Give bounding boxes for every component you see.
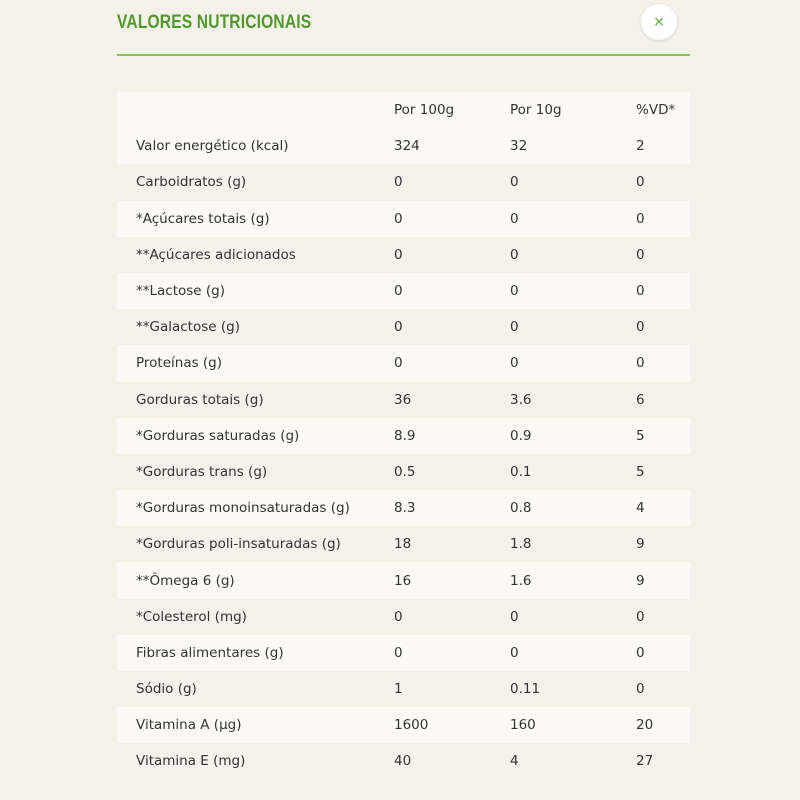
table-row [117, 562, 690, 598]
header-cell-vd: %VD* [636, 92, 690, 128]
value-vd: 0 [636, 635, 690, 671]
nutrient-name: *Açúcares totais (g) [117, 201, 394, 237]
value-per-100g: 8.9 [394, 418, 510, 454]
nutrient-name: **Galactose (g) [117, 309, 394, 345]
value-per-10g: 0 [510, 237, 636, 273]
table-row [117, 454, 690, 490]
value-vd: 6 [636, 382, 690, 418]
nutrient-name: *Gorduras monoinsaturadas (g) [117, 490, 394, 526]
table-row [117, 164, 690, 200]
value-per-100g: 40 [394, 743, 510, 779]
value-per-100g: 0 [394, 635, 510, 671]
value-per-10g: 0.9 [510, 418, 636, 454]
nutrient-name: Sódio (g) [117, 671, 394, 707]
value-per-100g: 0 [394, 273, 510, 309]
value-per-100g: 0 [394, 201, 510, 237]
table-row [117, 671, 690, 707]
header-row [117, 92, 690, 128]
value-vd: 0 [636, 273, 690, 309]
value-per-10g: 32 [510, 128, 636, 164]
value-per-10g: 160 [510, 707, 636, 743]
value-per-10g: 1.8 [510, 526, 636, 562]
value-vd: 27 [636, 743, 690, 779]
table-row [117, 273, 690, 309]
value-per-100g: 1600 [394, 707, 510, 743]
close-icon: × [653, 14, 665, 30]
nutrient-name: Vitamina E (mg) [117, 743, 394, 779]
header-cell-per-10g: Por 10g [510, 92, 636, 128]
value-per-100g: 0 [394, 237, 510, 273]
value-per-100g: 0 [394, 345, 510, 381]
table-row [117, 309, 690, 345]
value-per-10g: 0 [510, 164, 636, 200]
value-vd: 0 [636, 237, 690, 273]
nutrient-name: *Gorduras saturadas (g) [117, 418, 394, 454]
value-vd: 9 [636, 562, 690, 598]
modal-title: VALORES NUTRICIONAIS [117, 12, 312, 33]
value-per-10g: 0 [510, 309, 636, 345]
value-per-100g: 0 [394, 599, 510, 635]
table-header [117, 92, 690, 128]
table-row [117, 707, 690, 743]
nutrition-modal [117, 0, 690, 800]
table-row [117, 490, 690, 526]
table-row [117, 201, 690, 237]
value-vd: 5 [636, 418, 690, 454]
nutrient-name: *Colesterol (mg) [117, 599, 394, 635]
header-cell-per-100g: Por 100g [394, 92, 510, 128]
value-per-100g: 324 [394, 128, 510, 164]
value-vd: 4 [636, 490, 690, 526]
nutrient-name: Valor energético (kcal) [117, 128, 394, 164]
value-per-10g: 0.8 [510, 490, 636, 526]
table-row [117, 128, 690, 164]
value-per-10g: 0 [510, 201, 636, 237]
value-per-10g: 1.6 [510, 562, 636, 598]
nutrient-name: Carboidratos (g) [117, 164, 394, 200]
close-button[interactable] [641, 4, 677, 40]
value-vd: 2 [636, 128, 690, 164]
nutrient-name: *Gorduras trans (g) [117, 454, 394, 490]
nutrient-name: *Gorduras poli-insaturadas (g) [117, 526, 394, 562]
value-vd: 0 [636, 671, 690, 707]
value-per-100g: 18 [394, 526, 510, 562]
value-vd: 0 [636, 201, 690, 237]
modal-header [117, 0, 690, 56]
value-per-10g: 0 [510, 635, 636, 671]
nutrient-name: **Lactose (g) [117, 273, 394, 309]
value-per-10g: 0.1 [510, 454, 636, 490]
nutrient-name: Proteínas (g) [117, 345, 394, 381]
value-per-100g: 1 [394, 671, 510, 707]
value-per-100g: 0 [394, 309, 510, 345]
value-vd: 0 [636, 599, 690, 635]
table-row [117, 418, 690, 454]
value-per-100g: 0 [394, 164, 510, 200]
nutrition-table [117, 92, 690, 780]
value-per-10g: 0 [510, 599, 636, 635]
table-row [117, 526, 690, 562]
value-per-10g: 0.11 [510, 671, 636, 707]
table-body [117, 128, 690, 779]
nutrient-name: Vitamina A (µg) [117, 707, 394, 743]
header-cell-nutrient [117, 92, 394, 128]
table-row [117, 237, 690, 273]
value-per-10g: 0 [510, 273, 636, 309]
value-per-100g: 8.3 [394, 490, 510, 526]
nutrient-name: **Ômega 6 (g) [117, 562, 394, 598]
value-vd: 0 [636, 164, 690, 200]
value-per-10g: 4 [510, 743, 636, 779]
value-per-10g: 0 [510, 345, 636, 381]
nutrient-name: Gorduras totais (g) [117, 382, 394, 418]
nutrient-name: Fibras alimentares (g) [117, 635, 394, 671]
value-per-100g: 0.5 [394, 454, 510, 490]
table-row [117, 635, 690, 671]
table-row [117, 345, 690, 381]
table-row [117, 599, 690, 635]
value-vd: 0 [636, 345, 690, 381]
table-row [117, 382, 690, 418]
value-per-100g: 16 [394, 562, 510, 598]
value-vd: 0 [636, 309, 690, 345]
value-per-10g: 3.6 [510, 382, 636, 418]
nutrient-name: **Açúcares adicionados [117, 237, 394, 273]
value-per-100g: 36 [394, 382, 510, 418]
value-vd: 5 [636, 454, 690, 490]
value-vd: 20 [636, 707, 690, 743]
value-vd: 9 [636, 526, 690, 562]
table-row [117, 743, 690, 779]
